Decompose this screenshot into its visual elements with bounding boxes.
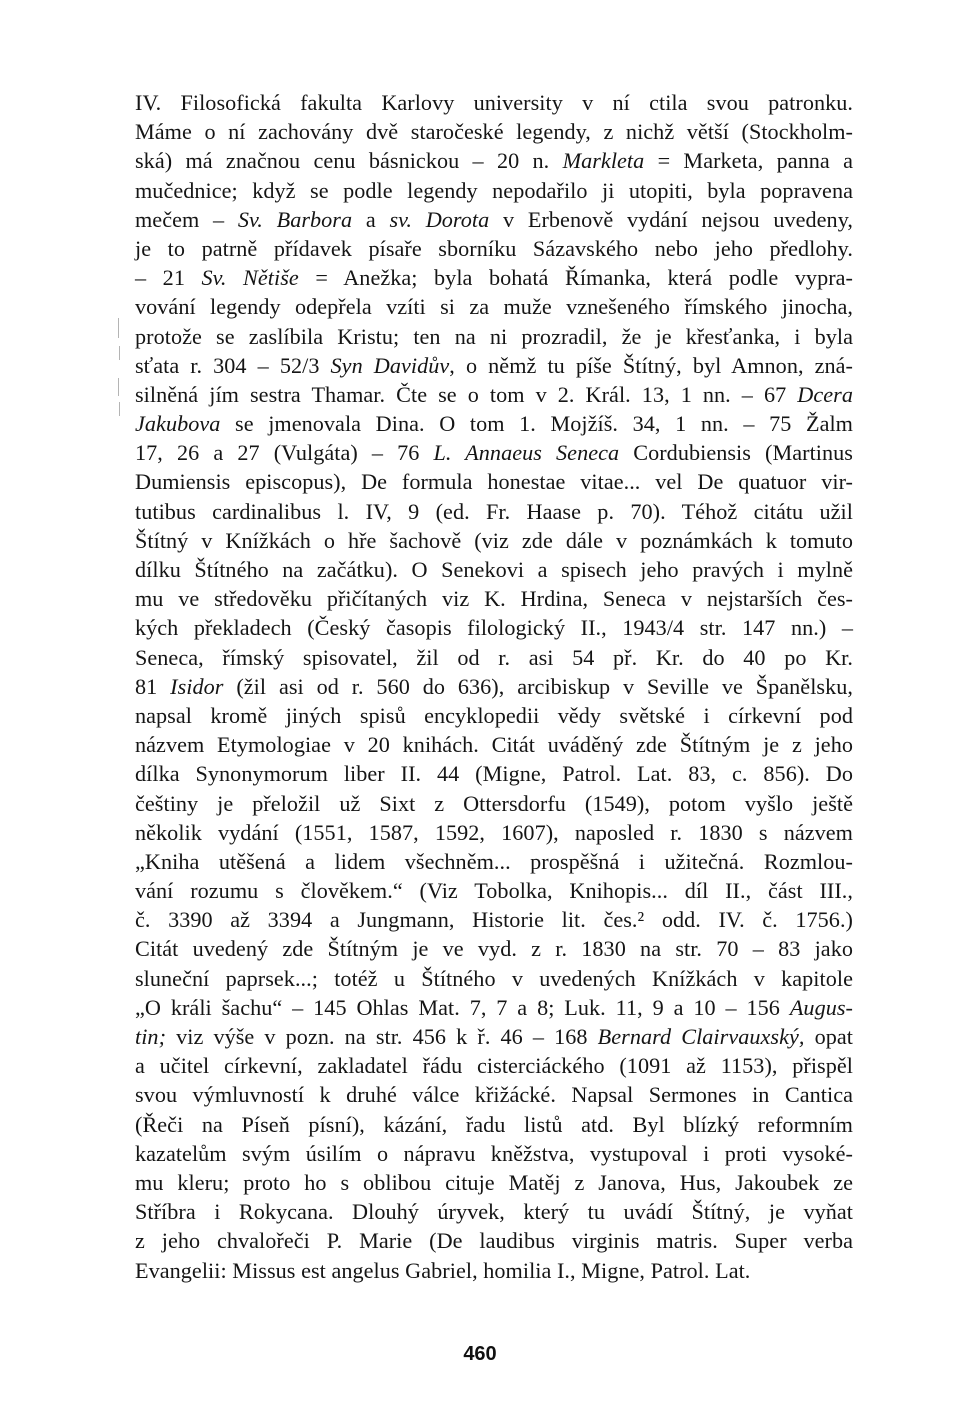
text-line: tin; viz výše v pozn. na str. 456 k ř. 46 – 168 Bernard Clairvauxský, opat xyxy=(135,1024,853,1049)
scan-margin-mark xyxy=(119,346,120,360)
text-line: sťata r. 304 – 52/3 Syn Davidův, o němž tu píše Štítný, byl Amnon, zná- xyxy=(135,352,854,378)
text-line: č. 3390 až 3394 a Jungmann, Historie lit. čes.² odd. IV. č. 1756.) xyxy=(135,907,853,933)
text-line: ská) má značnou cenu básnickou – 20 n. Markleta = Marketa, panna a xyxy=(135,148,853,174)
text-line: IV. Filosofická fakulta Karlovy university v ní ctila svou patronku. xyxy=(135,90,853,115)
text-line: (Řeči na Píseň písní), kázání, řadu listů atd. Byl blízký reformním xyxy=(135,1111,853,1137)
text-line: silněná jím sestra Thamar. Čte se o tom v 2. Král. 13, 1 nn. – 67 Dcera xyxy=(135,381,853,407)
text-line: „Kniha utěšená a lidem všechněm... prospěšná i užitečná. Rozmlou- xyxy=(135,848,853,874)
text-line: mu ve středověku přičítaných viz K. Hrdina, Seneca v nejstarších čes- xyxy=(135,586,853,612)
text-line: vání rozumu s člověkem.“ (Viz Tobolka, Knihopis... díl II., část III., xyxy=(135,878,853,904)
text-line: 81 Isidor (žil asi od r. 560 do 636), arcibiskup v Seville ve Španělsku, xyxy=(135,673,853,699)
text-line: 17, 26 a 27 (Vulgáta) – 76 L. Annaeus Seneca Cordubiensis (Martinus xyxy=(135,440,853,466)
text-line: Máme o ní zachovány dvě staročeské legendy, z nichž větší (Stockholm- xyxy=(135,119,853,145)
text-line: – 21 Sv. Nětiše = Anežka; byla bohatá Římanka, která podle vypra- xyxy=(135,265,853,291)
text-line: je to patrně přídavek písaře sborníku Sázavského nebo jeho předlohy. xyxy=(135,235,853,261)
text-line: „O králi šachu“ – 145 Ohlas Mat. 7, 7 a 8; Luk. 11, 9 a 10 – 156 Augus- xyxy=(135,994,853,1020)
scan-margin-mark xyxy=(119,402,120,416)
text-line: svou výmluvností k druhé válce křižácké. Napsal Sermones in Cantica xyxy=(135,1082,853,1108)
scan-margin-mark xyxy=(118,378,119,396)
footnote-text-block xyxy=(135,88,853,1285)
text-line: kazatelům svým úsilím o nápravu kněžstva, vystupoval i proti vysoké- xyxy=(135,1140,853,1166)
text-line: Stříbra i Rokycana. Dlouhý úryvek, který tu uvádí Štítný, je vyňat xyxy=(135,1199,853,1225)
text-line: mečem – Sv. Barbora a sv. Dorota v Erbenově vydání nejsou uvedeny, xyxy=(135,206,853,232)
text-line: Jakubova se jmenovala Dina. O tom 1. Mojžíš. 34, 1 nn. – 75 Žalm xyxy=(135,411,853,437)
text-line: Evangelii: Missus est angelus Gabriel, homilia I., Migne, Patrol. Lat. xyxy=(135,1257,751,1283)
text-line: napsal kromě jiných spisů encyklopedii vědy světské i církevní pod xyxy=(135,702,853,728)
text-line: Štítný v Knížkách o hře šachově (viz zde dále v poznámkách k tomuto xyxy=(135,527,853,553)
text-line: mu kleru; proto ho s oblibou cituje Matěj z Janova, Hus, Jakoubek ze xyxy=(135,1169,853,1195)
text-line: tutibus cardinalibus l. IV, 9 (ed. Fr. Haase p. 70). Téhož citátu užil xyxy=(135,498,853,524)
text-line: Citát uvedený zde Štítným je ve vyd. z r. 1830 na str. 70 – 83 jako xyxy=(135,936,853,962)
text-line: a učitel církevní, zakladatel řádu cisterciáckého (1091 až 1153), přispěl xyxy=(135,1053,853,1079)
text-line: protože se zaslíbila Kristu; ten na ni prozradil, že je křesťanka, i byla xyxy=(135,323,853,349)
text-line: Dumiensis episcopus), De formula honestae vitae... vel De quatuor vir- xyxy=(135,469,853,495)
page-number: 460 xyxy=(463,1343,497,1365)
text-line: dílka Synonymorum liber II. 44 (Migne, Patrol. Lat. 83, c. 856). Do xyxy=(135,761,853,787)
text-line: dílku Štítného na začátku). O Senekovi a spisech jeho pravých i mylně xyxy=(135,557,853,582)
text-line: mučednice; když se podle legendy nepodařilo ji utopiti, byla popravena xyxy=(135,177,853,203)
text-line: Seneca, římský spisovatel, žil od r. asi 54 př. Kr. do 40 po Kr. xyxy=(135,644,853,670)
text-line: kých překladech (Český časopis filologický II., 1943/4 str. 147 nn.) – xyxy=(135,615,853,641)
text-line: češtiny je přeložil už Sixt z Ottersdorfu (1549), potom vyšlo ještě xyxy=(135,790,853,816)
text-line: sluneční paprsek...; totéž u Štítného v uvedených Knížkách v kapitole xyxy=(135,965,853,991)
scan-margin-mark xyxy=(118,318,119,338)
text-line: několik vydání (1551, 1587, 1592, 1607), naposled r. 1830 s názvem xyxy=(135,819,853,845)
text-line: názvem Etymologiae v 20 knihách. Citát uváděný zde Štítným je z jeho xyxy=(135,732,853,758)
text-line: vování legendy odepřela vzíti si za muže vznešeného římského jinocha, xyxy=(135,294,853,320)
text-line: z jeho chvalořeči P. Marie (De laudibus virginis matris. Super verba xyxy=(135,1228,853,1254)
